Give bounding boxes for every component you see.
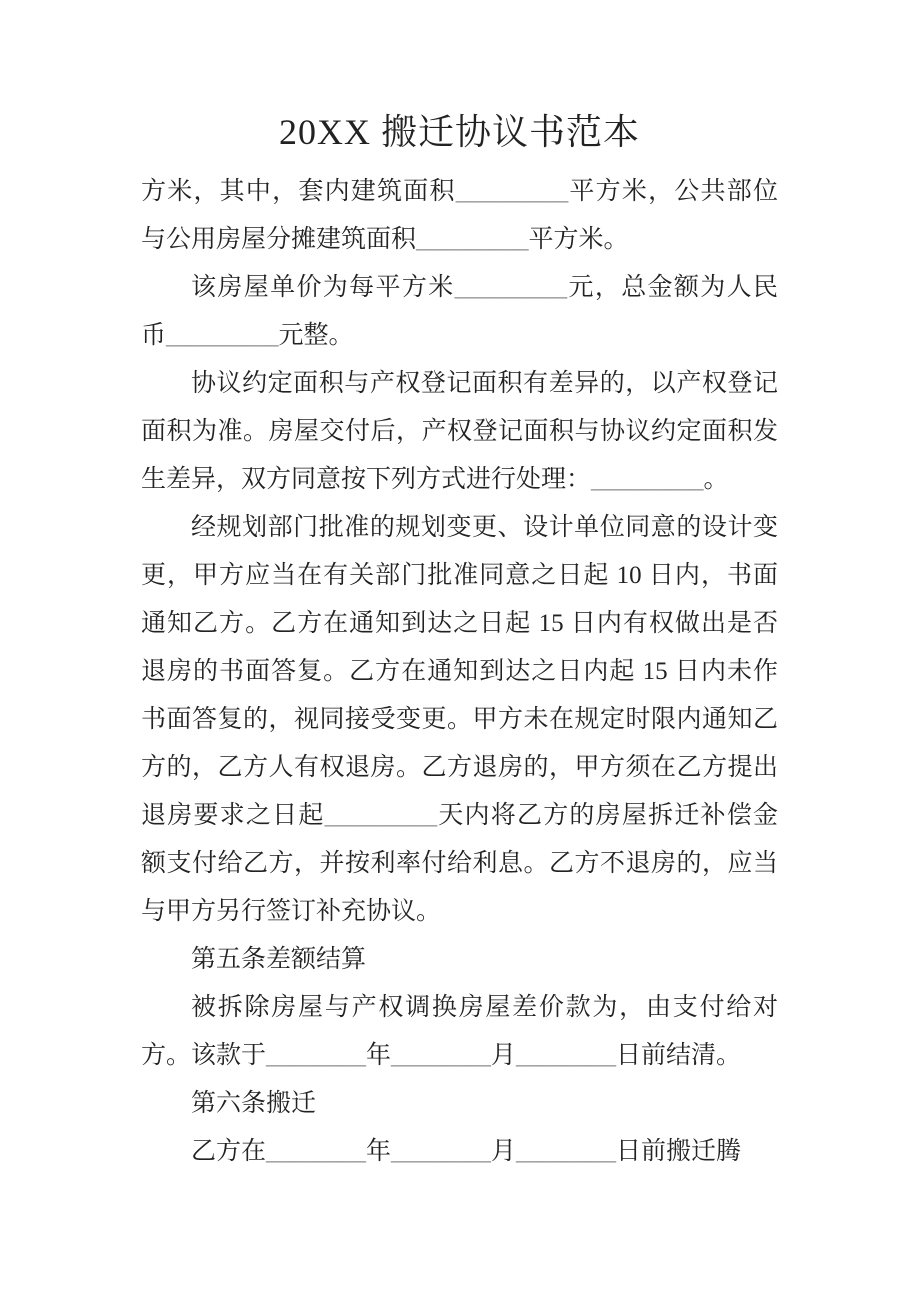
blank-line: ________ <box>391 1042 492 1069</box>
heading-article-6-relocation: 第六条搬迁 <box>191 1090 317 1117</box>
para-unit-price: 该房屋单价为每平方米_________元，总金额为人民币_________元整。 <box>141 274 778 349</box>
blank-line: ________ <box>266 1138 367 1165</box>
blank-line: _________ <box>455 178 569 205</box>
para-building-area-continuation: 方米，其中，套内建筑面积_________平方米，公共部位与公用房屋分摊建筑面积_________平方米。 <box>141 178 778 253</box>
document-title: 20XX 搬迁协议书范本 <box>279 112 640 152</box>
blank-line: _________ <box>416 226 529 253</box>
blank-line: _________ <box>166 322 279 349</box>
document-content <box>141 106 778 1176</box>
blank-line: _________ <box>591 466 704 493</box>
blank-line: _________ <box>324 802 438 829</box>
para-plan-change-and-refund: 经规划部门批准的规划变更、设计单位同意的设计变更，甲方应当在有关部门批准同意之日起 10 日内，书面通知乙方。乙方在通知到达之日起 15 日内有权做出是否退房的书面答复。乙方在通知到达之日内起 15 日内未作书面答复的，视同接受变更。甲方未在规定时限内通知乙方的，乙方人有权退房。乙方退房的，甲方须在乙方提出退房要求之日起_________天内将乙方的房屋拆迁补偿金额支付给乙方，并按利率付给利息。乙方不退房的，应当与甲方另行签订补充协议。 <box>141 514 778 925</box>
blank-line: ________ <box>391 1138 492 1165</box>
heading-article-5-settlement: 第五条差额结算 <box>191 946 367 973</box>
blank-line: _________ <box>454 274 568 301</box>
blank-line: ________ <box>516 1042 617 1069</box>
para-price-difference-settlement: 被拆除房屋与产权调换房屋差价款为，由支付给对方。该款于________年________月________日前结清。 <box>141 994 778 1069</box>
blank-line: ________ <box>266 1042 367 1069</box>
blank-line: ________ <box>516 1138 617 1165</box>
para-move-out-deadline: 乙方在________年________月________日前搬迁腾 <box>191 1138 742 1165</box>
para-area-discrepancy: 协议约定面积与产权登记面积有差异的，以产权登记面积为准。房屋交付后，产权登记面积与协议约定面积发生差异，双方同意按下列方式进行处理：_________。 <box>141 370 778 493</box>
